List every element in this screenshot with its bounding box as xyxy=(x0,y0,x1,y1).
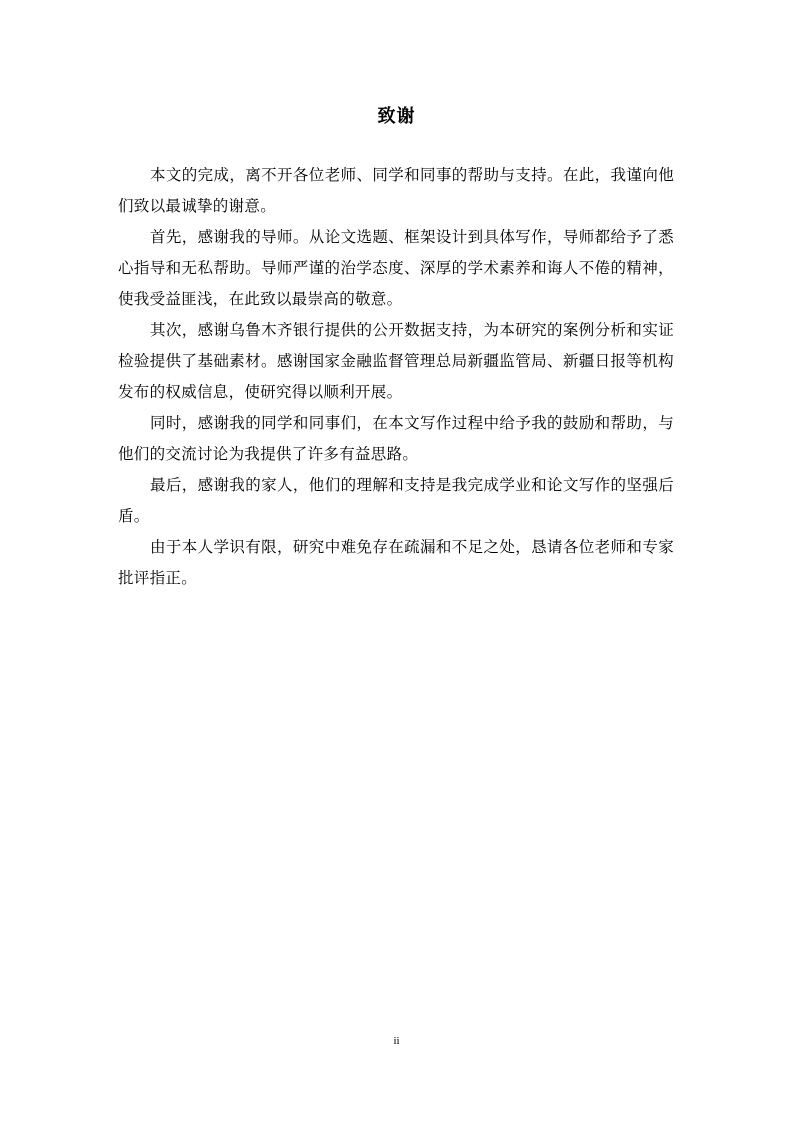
paragraph-intro: 本文的完成，离不开各位老师、同学和同事的帮助与支持。在此，我谨向他们致以最诚挚的谢意。 xyxy=(118,166,674,215)
paragraph-closing: 由于本人学识有限，研究中难免存在疏漏和不足之处，恳请各位老师和专家批评指正。 xyxy=(118,538,674,587)
paragraph-data-support: 其次，感谢乌鲁木齐银行提供的公开数据支持，为本研究的案例分析和实证检验提供了基础素材。感谢国家金融监督管理总局新疆监管局、新疆日报等机构发布的权威信息，使研究得以顺利开展。 xyxy=(118,321,674,401)
paragraph-classmates: 同时，感谢我的同学和同事们，在本文写作过程中给予我的鼓励和帮助，与他们的交流讨论为我提供了许多有益思路。 xyxy=(118,414,674,463)
page-number: ii xyxy=(393,1035,400,1047)
acknowledgement-body xyxy=(118,160,674,594)
page-title: 致谢 xyxy=(377,106,416,127)
paragraph-advisor: 首先，感谢我的导师。从论文选题、框架设计到具体写作，导师都给予了悉心指导和无私帮助。导师严谨的治学态度、深厚的学术素养和诲人不倦的精神，使我受益匪浅，在此致以最崇高的敬意。 xyxy=(118,228,674,308)
paragraph-family: 最后，感谢我的家人，他们的理解和支持是我完成学业和论文写作的坚强后盾。 xyxy=(118,476,674,525)
